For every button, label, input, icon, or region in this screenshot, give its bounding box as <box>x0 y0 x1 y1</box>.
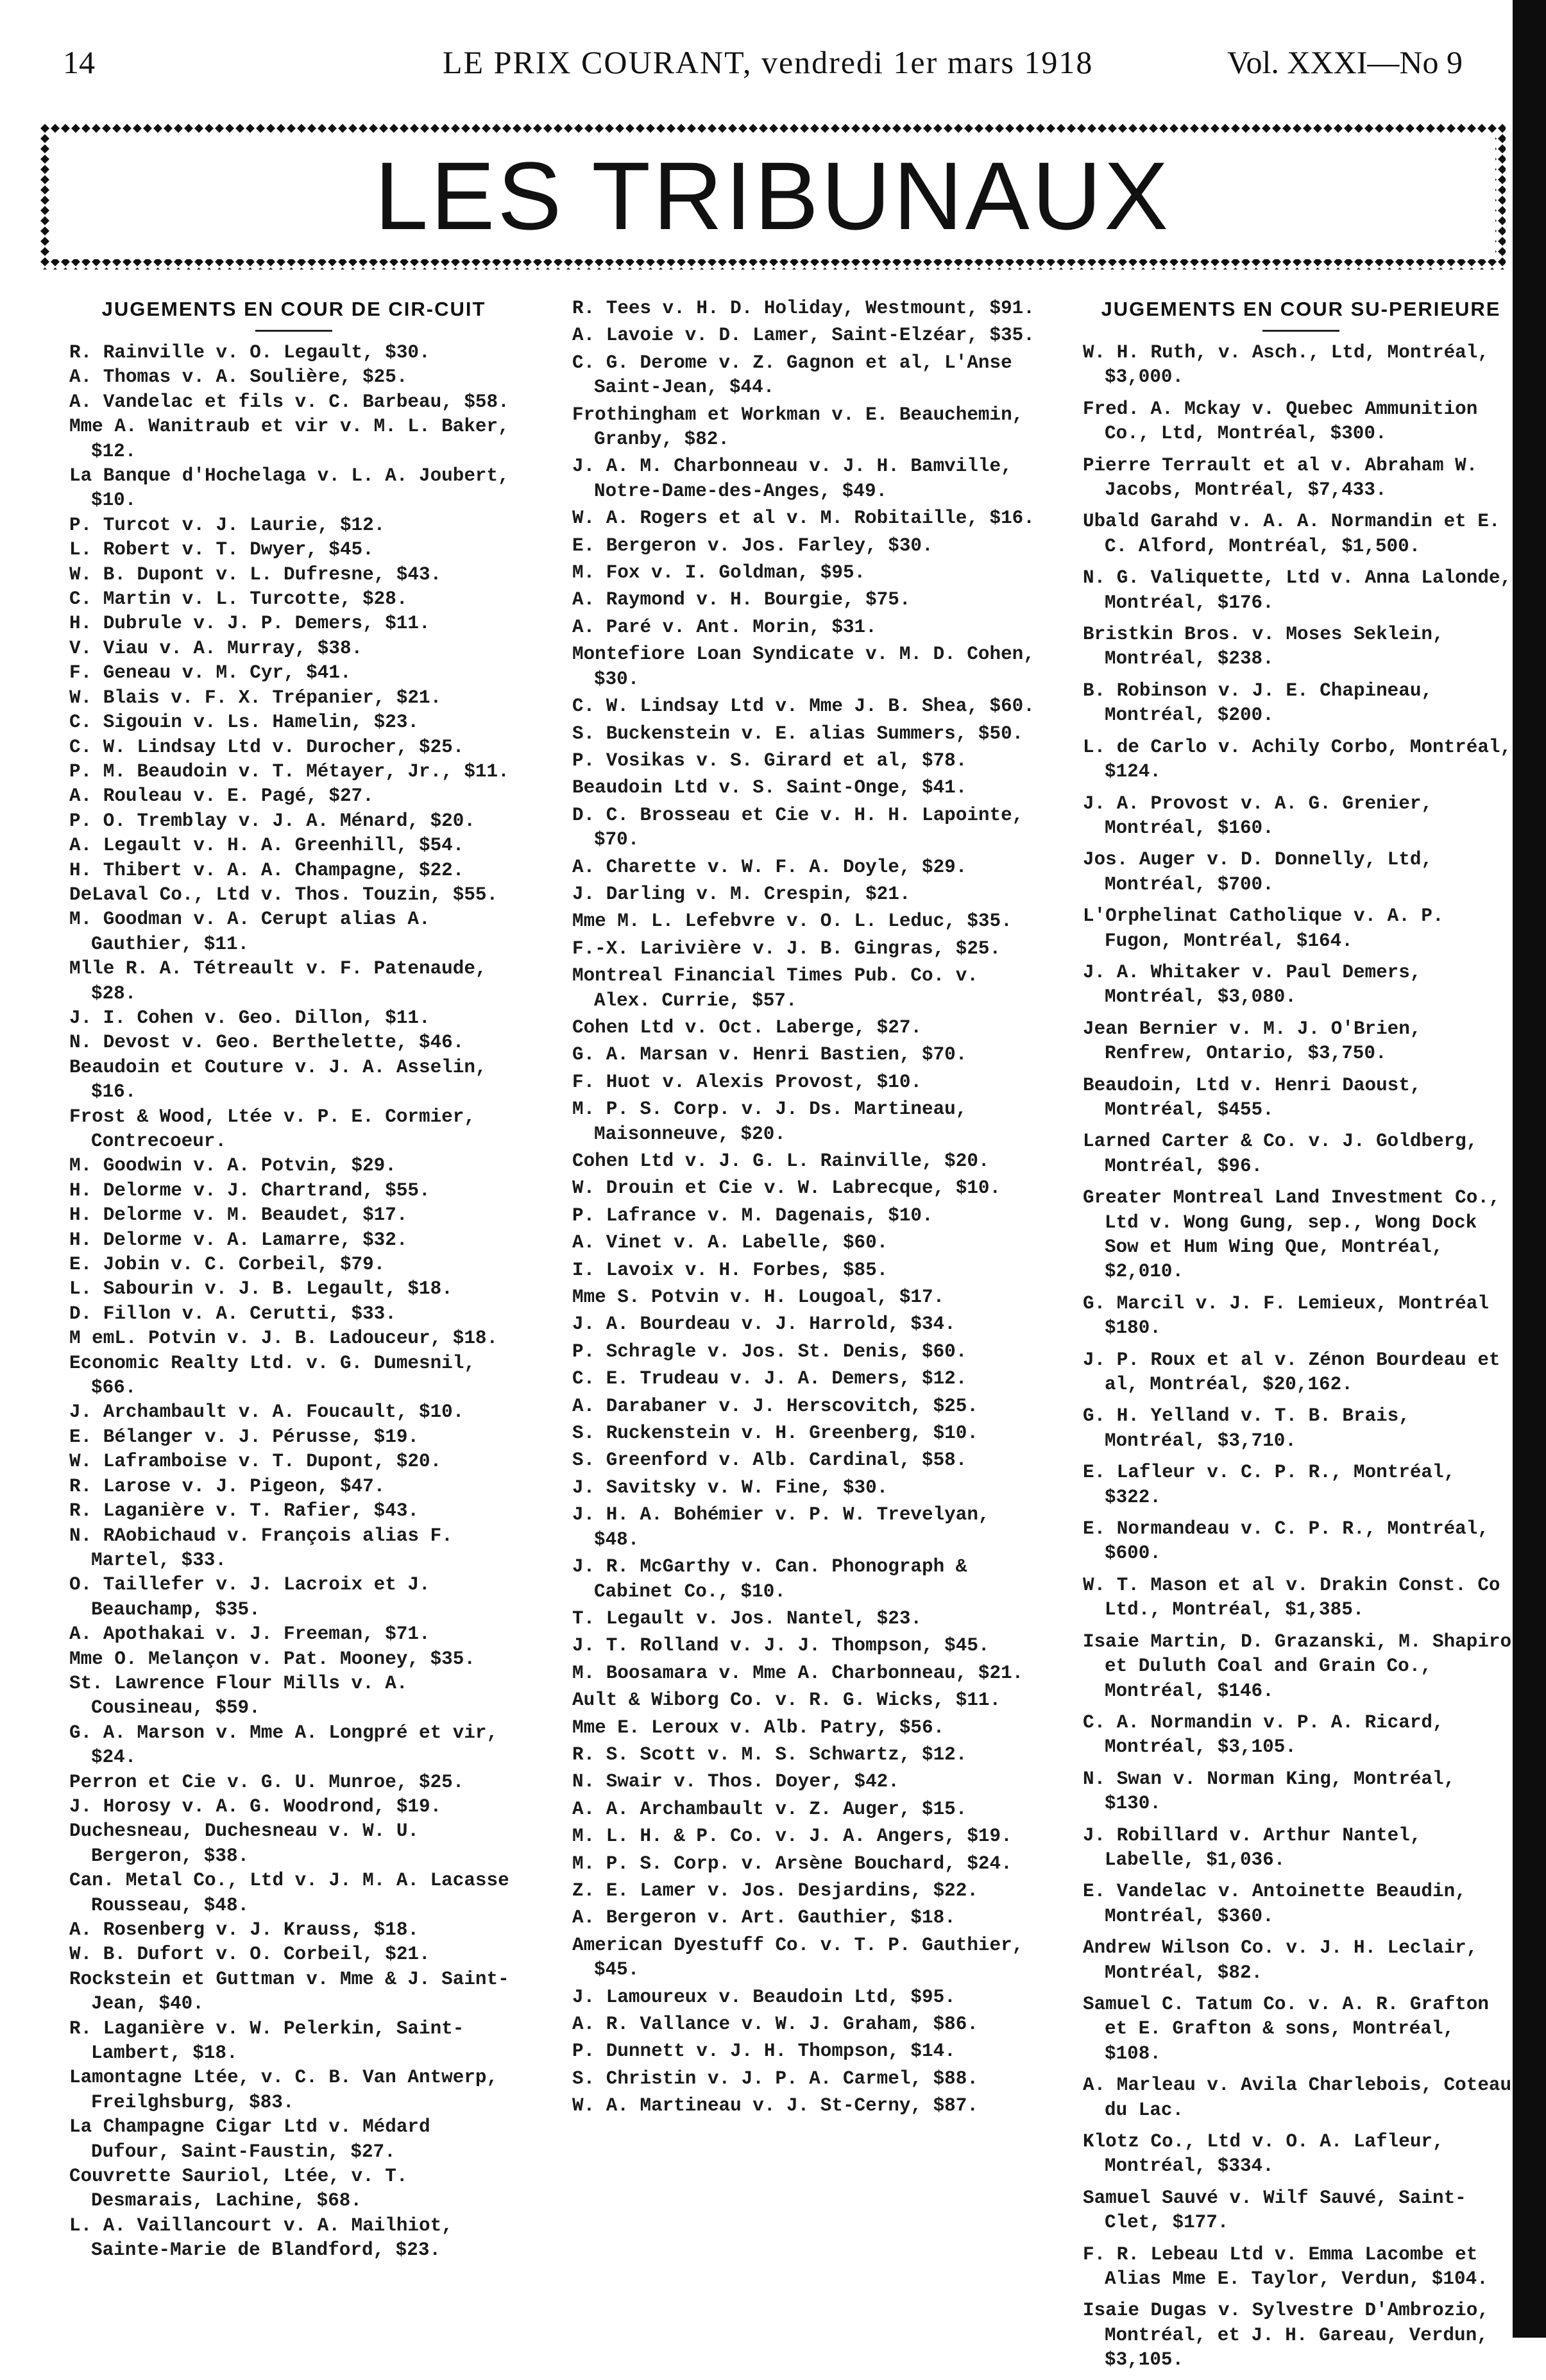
judgment-entry: P. Dunnett v. J. H. Thompson, $14. <box>572 2041 956 2062</box>
judgment-entry: Klotz Co., Ltd v. O. A. Lafleur, Montréal, $334. <box>1083 2131 1444 2177</box>
judgment-entry: A. Thomas v. A. Soulière, $25. <box>69 366 408 388</box>
judgment-entry: Isaie Martin, D. Grazanski, M. Shapiro et Duluth Coal and Grain Co., Montréal, $146. <box>1083 1631 1512 1702</box>
judgment-entry: I. Lavoix v. H. Forbes, $85. <box>572 1259 888 1281</box>
judgment-entry: B. Robinson v. J. E. Chapineau, Montréal, $200. <box>1083 680 1433 726</box>
judgment-entry: P. Vosikas v. S. Girard et al, $78. <box>572 749 967 771</box>
judgment-entry: A. Bergeron v. Art. Gauthier, $18. <box>572 1907 956 1929</box>
judgment-entry: J. I. Cohen v. Geo. Dillon, $11. <box>69 1007 430 1029</box>
judgment-entry: Andrew Wilson Co. v. J. H. Leclair, Montréal, $82. <box>1083 1937 1478 1983</box>
judgment-entry: Lamontagne Ltée, v. C. B. Van Antwerp, Freilghsburg, $83. <box>69 2067 498 2113</box>
judgment-entry: M. P. S. Corp. v. J. Ds. Martineau, Maisonneuve, $20. <box>572 1099 967 1145</box>
judgment-entry: F. Huot v. Alexis Provost, $10. <box>572 1071 922 1093</box>
judgment-entry: W. H. Ruth, v. Asch., Ltd, Montréal, $3,000. <box>1083 342 1489 388</box>
judgment-entry: J. R. McGarthy v. Can. Phonograph & Cabinet Co., $10. <box>572 1556 967 1602</box>
judgment-entry: C. Martin v. L. Turcotte, $28. <box>69 588 408 610</box>
judgment-entry: A. Marleau v. Avila Charlebois, Coteau du Lac. <box>1083 2075 1512 2121</box>
judgment-entry: P. M. Beaudoin v. T. Métayer, Jr., $11. <box>69 760 509 782</box>
judgment-entry: M. Goodwin v. A. Potvin, $29. <box>69 1155 396 1177</box>
judgment-entry: W. T. Mason et al v. Drakin Const. Co Ltd., Montréal, $1,385. <box>1083 1574 1500 1621</box>
judgment-entry: G. H. Yelland v. T. B. Brais, Montréal, $3,710. <box>1083 1405 1410 1451</box>
judgment-entry: R. Larose v. J. Pigeon, $47. <box>69 1475 386 1497</box>
superior-court-heading: JUGEMENTS EN COUR SU-PERIEURE <box>1101 298 1501 320</box>
judgment-entry: W. A. Martineau v. J. St-Cerny, $87. <box>572 2095 978 2117</box>
title-banner <box>40 123 1506 270</box>
judgment-entry: M. Boosamara v. Mme A. Charbonneau, $21. <box>572 1662 1024 1684</box>
judgment-entry: La Champagne Cigar Ltd v. Médard Dufour, Saint-Faustin, $27. <box>69 2116 430 2162</box>
judgment-entry: St. Lawrence Flour Mills v. A. Cousineau, $59. <box>69 1672 408 1719</box>
judgment-entry: Isaie Dugas v. Sylvestre D'Ambrozio, Montréal, et J. H. Gareau, Verdun, $3,105. <box>1083 2300 1489 2371</box>
judgment-entry: Samuel Sauvé v. Wilf Sauvé, Saint-Clet, $177. <box>1083 2187 1466 2234</box>
judgment-entry: H. Delorme v. J. Chartrand, $55. <box>69 1179 430 1201</box>
judgment-entry: Fred. A. Mckay v. Quebec Ammunition Co., Ltd, Montréal, $300. <box>1083 398 1478 445</box>
circuit-judgments-continued-list <box>572 296 1041 2119</box>
judgment-entry: Beaudoin, Ltd v. Henri Daoust, Montréal, $455. <box>1083 1074 1422 1120</box>
judgment-entry: American Dyestuff Co. v. T. P. Gauthier, $45. <box>572 1934 1024 1981</box>
judgment-entry: Jean Bernier v. M. J. O'Brien, Renfrew, Ontario, $3,750. <box>1083 1018 1422 1065</box>
judgment-entry: Can. Metal Co., Ltd v. J. M. A. Lacasse Rousseau, $48. <box>69 1870 509 1916</box>
judgment-entry: A. Darabaner v. J. Herscovitch, $25. <box>572 1395 978 1417</box>
judgment-entry: J. A. Provost v. A. G. Grenier, Montréal, $160. <box>1083 792 1433 839</box>
judgment-entry: F. R. Lebeau Ltd v. Emma Lacombe et Alias Mme E. Taylor, Verdun, $104. <box>1083 2243 1488 2290</box>
judgment-entry: H. Thibert v. A. A. Champagne, $22. <box>69 859 464 881</box>
judgment-entry: S. Buckenstein v. E. alias Summers, $50. <box>572 723 1024 744</box>
judgment-entry: T. Legault v. Jos. Nantel, $23. <box>572 1607 922 1629</box>
judgment-entry: H. Delorme v. A. Lamarre, $32. <box>69 1229 408 1251</box>
judgment-entry: C. W. Lindsay Ltd v. Mme J. B. Shea, $60. <box>572 696 1035 717</box>
judgment-entry: M. Fox v. I. Goldman, $95. <box>572 562 866 584</box>
judgment-entry: R. Laganière v. T. Rafier, $43. <box>69 1500 420 1522</box>
judgment-entry: W. Laframboise v. T. Dupont, $20. <box>69 1451 442 1473</box>
judgment-entry: Perron et Cie v. G. U. Munroe, $25. <box>69 1771 464 1793</box>
judgment-entry: L'Orphelinat Catholique v. A. P. Fugon, Montréal, $164. <box>1083 905 1444 952</box>
judgment-entry: E. Bergeron v. Jos. Farley, $30. <box>572 535 933 556</box>
judgment-entry: V. Viau v. A. Murray, $38. <box>69 637 363 659</box>
judgment-entry: P. Lafrance v. M. Dagenais, $10. <box>572 1204 933 1226</box>
judgment-entry: F. Geneau v. M. Cyr, $41. <box>69 662 352 684</box>
judgment-entry: Pierre Terrault et al v. Abraham W. Jacobs, Montréal, $7,433. <box>1083 454 1478 501</box>
judgment-entry: J. Lamoureux v. Beaudoin Ltd, $95. <box>572 1986 956 2008</box>
judgment-entry: W. A. Rogers et al v. M. Robitaille, $16. <box>572 508 1035 529</box>
judgment-entry: N. RAobichaud v. François alias F. Martel, $33. <box>69 1525 453 1571</box>
judgment-entry: J. Darling v. M. Crespin, $21. <box>572 883 911 905</box>
judgment-entry: Mme A. Wanitraub et vir v. M. L. Baker, $12. <box>69 416 509 462</box>
judgment-entry: Mme O. Melançon v. Pat. Mooney, $35. <box>69 1648 475 1670</box>
judgment-entry: E. Vandelac v. Antoinette Beaudin, Montréal, $360. <box>1083 1881 1466 1927</box>
judgment-entry: E. Lafleur v. C. P. R., Montréal, $322. <box>1083 1462 1456 1508</box>
judgment-entry: A. Paré v. Ant. Morin, $31. <box>572 616 877 638</box>
judgment-entry: A. R. Vallance v. W. J. Graham, $86. <box>572 2014 978 2035</box>
judgment-entry: E. Normandeau v. C. P. R., Montréal, $600. <box>1083 1518 1489 1564</box>
judgment-entry: A. Lavoie v. D. Lamer, Saint-Elzéar, $35. <box>572 325 1035 347</box>
judgment-entry: J. H. A. Bohémier v. P. W. Trevelyan, $48. <box>572 1504 990 1550</box>
volume-number: Vol. XXXI—No 9 <box>1227 44 1463 80</box>
judgment-entry: M. P. S. Corp. v. Arsène Bouchard, $24. <box>572 1853 1012 1874</box>
publication-line: LE PRIX COURANT, vendredi 1er mars 1918 <box>443 44 1094 80</box>
judgment-entry: J. Robillard v. Arthur Nantel, Labelle, $1,036. <box>1083 1824 1422 1871</box>
judgment-entry: Economic Realty Ltd. v. G. Dumesnil, $66. <box>69 1352 475 1399</box>
judgment-entry: A. Rouleau v. E. Pagé, $27. <box>69 785 374 807</box>
circuit-judgments-list <box>69 341 518 2263</box>
judgment-entry: A. Vandelac et fils v. C. Barbeau, $58. <box>69 391 509 413</box>
judgment-entry: N. Swair v. Thos. Doyer, $42. <box>572 1771 899 1793</box>
judgment-entry: S. Greenford v. Alb. Cardinal, $58. <box>572 1450 967 1471</box>
judgment-entry: L. A. Vaillancourt v. A. Mailhiot, Sainte-Marie de Blandford, $23. <box>69 2214 453 2261</box>
judgment-entry: J. P. Roux et al v. Zénon Bourdeau et al, Montréal, $20,162. <box>1083 1349 1500 1396</box>
judgment-entry: D. C. Brosseau et Cie v. H. H. Lapointe, $70. <box>572 804 1024 851</box>
judgment-entry: M emL. Potvin v. J. B. Ladouceur, $18. <box>69 1328 498 1349</box>
judgment-entry: Samuel C. Tatum Co. v. A. R. Grafton et E. Grafton & sons, Montréal, $108. <box>1083 1993 1489 2064</box>
judgment-entry: Bristkin Bros. v. Moses Seklein, Montréal, $238. <box>1083 624 1444 670</box>
judgment-entry: Montefiore Loan Syndicate v. M. D. Cohen, $30. <box>572 644 1035 690</box>
judgment-entry: Mme M. L. Lefebvre v. O. L. Leduc, $35. <box>572 911 1012 932</box>
judgment-entry: F.-X. Larivière v. J. B. Gingras, $25. <box>572 937 1001 959</box>
superior-judgments-list <box>1083 341 1519 2373</box>
heading-rule <box>1262 330 1339 332</box>
judgment-entry: C. A. Normandin v. P. A. Ricard, Montréal, $3,105. <box>1083 1711 1444 1758</box>
judgment-entry: Mme E. Leroux v. Alb. Patry, $56. <box>572 1717 945 1738</box>
middle-column <box>572 296 1041 2121</box>
judgment-entry: N. G. Valiquette, Ltd v. Anna Lalonde, Montréal, $176. <box>1083 567 1512 613</box>
judgment-entry: Couvrette Sauriol, Ltée, v. T. Desmarais, Lachine, $68. <box>69 2166 408 2212</box>
judgment-entry: O. Taillefer v. J. Lacroix et J. Beauchamp, $35. <box>69 1574 430 1620</box>
judgment-entry: A. Apothakai v. J. Freeman, $71. <box>69 1623 430 1645</box>
judgment-entry: C. E. Trudeau v. J. A. Demers, $12. <box>572 1368 967 1390</box>
judgment-entry: J. T. Rolland v. J. J. Thompson, $45. <box>572 1635 990 1657</box>
judgment-entry: N. Devost v. Geo. Berthelette, $46. <box>69 1032 464 1054</box>
judgment-entry: Mlle R. A. Tétreault v. F. Patenaude, $28. <box>69 958 487 1004</box>
judgment-entry: L. de Carlo v. Achily Corbo, Montréal, $124. <box>1083 736 1512 783</box>
judgment-entry: A. A. Archambault v. Z. Auger, $15. <box>572 1798 967 1820</box>
judgment-entry: Rockstein et Guttman v. Mme & J. Saint-Jean, $40. <box>69 1968 509 2015</box>
judgment-entry: W. B. Dufort v. O. Corbeil, $21. <box>69 1944 430 1965</box>
right-column <box>1083 296 1519 2380</box>
judgment-entry: L. Robert v. T. Dwyer, $45. <box>69 539 374 561</box>
judgment-entry: P. Schragle v. Jos. St. Denis, $60. <box>572 1340 967 1362</box>
left-column <box>69 296 518 2263</box>
heading-rule <box>255 330 332 332</box>
judgment-entry: Ubald Garahd v. A. A. Normandin et E. C. Alford, Montréal, $1,500. <box>1083 511 1500 557</box>
judgment-entry: P. Turcot v. J. Laurie, $12. <box>69 514 386 536</box>
page-title: LES TRIBUNAUX <box>374 142 1171 250</box>
judgment-entry: A. Rosenberg v. J. Krauss, $18. <box>69 1919 420 1940</box>
judgment-entry: G. Marcil v. J. F. Lemieux, Montréal $180. <box>1083 1292 1489 1339</box>
judgment-entry: P. O. Tremblay v. J. A. Ménard, $20. <box>69 810 475 832</box>
judgment-entry: A. Vinet v. A. Labelle, $60. <box>572 1232 888 1254</box>
judgment-entry: M. L. H. & P. Co. v. J. A. Angers, $19. <box>572 1826 1012 1847</box>
judgment-entry: M. Goodman v. A. Cerupt alias A. Gauthier, $11. <box>69 909 430 955</box>
circuit-court-heading: JUGEMENTS EN COUR DE CIR-CUIT <box>101 298 486 320</box>
judgment-entry: A. Legault v. H. A. Greenhill, $54. <box>69 835 464 857</box>
judgment-entry: H. Dubrule v. J. P. Demers, $11. <box>69 613 430 635</box>
judgment-entry: Frost & Wood, Ltée v. P. E. Cormier, Contrecoeur. <box>69 1106 475 1152</box>
judgment-entry: L. Sabourin v. J. B. Legault, $18. <box>69 1278 453 1300</box>
judgment-entry: E. Bélanger v. J. Pérusse, $19. <box>69 1426 420 1448</box>
judgment-entry: Z. E. Lamer v. Jos. Desjardins, $22. <box>572 1879 978 1901</box>
judgment-entry: Beaudoin et Couture v. J. A. Asselin, $16. <box>69 1056 487 1103</box>
judgment-entry: C. G. Derome v. Z. Gagnon et al, L'Anse Saint-Jean, $44. <box>572 352 1012 398</box>
judgment-entry: A. Charette v. W. F. A. Doyle, $29. <box>572 856 967 878</box>
judgment-entry: Beaudoin Ltd v. S. Saint-Onge, $41. <box>572 777 967 799</box>
judgment-entry: Jos. Auger v. D. Donnelly, Ltd, Montréal, $700. <box>1083 849 1433 895</box>
judgment-entry: Mme S. Potvin v. H. Lougoal, $17. <box>572 1287 945 1308</box>
judgment-entry: J. Horosy v. A. G. Woodrond, $19. <box>69 1795 442 1817</box>
judgment-entry: DeLaval Co., Ltd v. Thos. Touzin, $55. <box>69 884 498 905</box>
judgment-entry: Montreal Financial Times Pub. Co. v. Alex. Currie, $57. <box>572 965 978 1011</box>
judgment-entry: W. Blais v. F. X. Trépanier, $21. <box>69 687 442 708</box>
judgment-entry: D. Fillon v. A. Cerutti, $33. <box>69 1303 396 1324</box>
judgment-entry: H. Delorme v. M. Beaudet, $17. <box>69 1204 408 1226</box>
judgment-entry: W. Drouin et Cie v. W. Labrecque, $10. <box>572 1177 1001 1199</box>
judgment-entry: Ault & Wiborg Co. v. R. G. Wicks, $11. <box>572 1690 1001 1711</box>
judgment-entry: S. Christin v. J. P. A. Carmel, $88. <box>572 2068 978 2089</box>
judgment-entry: C. Sigouin v. Ls. Hamelin, $23. <box>69 712 420 733</box>
judgment-entry: R. Laganière v. W. Pelerkin, Saint-Lambert, $18. <box>69 2017 464 2064</box>
page-number: 14 <box>63 44 95 80</box>
judgment-entry: La Banque d'Hochelaga v. L. A. Joubert, $10. <box>69 465 509 511</box>
page-header <box>38 44 1475 95</box>
judgment-entry: J. A. Bourdeau v. J. Harrold, $34. <box>572 1314 956 1335</box>
judgment-entry: Cohen Ltd v. Oct. Laberge, $27. <box>572 1016 922 1038</box>
judgment-entry: Greater Montreal Land Investment Co., Ltd v. Wong Gung, sep., Wong Dock Sow et Hum Wing Que, Montréal, $2,010. <box>1083 1187 1500 1283</box>
judgment-entry: Larned Carter & Co. v. J. Goldberg, Montréal, $96. <box>1083 1131 1478 1177</box>
judgment-entry: Frothingham et Workman v. E. Beauchemin, Granby, $82. <box>572 404 1024 450</box>
judgment-entry: W. B. Dupont v. L. Dufresne, $43. <box>69 563 442 585</box>
judgment-entry: N. Swan v. Norman King, Montréal, $130. <box>1083 1768 1456 1815</box>
judgment-entry: R. Rainville v. O. Legault, $30. <box>69 342 430 363</box>
judgment-entry: C. W. Lindsay Ltd v. Durocher, $25. <box>69 736 464 758</box>
judgment-entry: J. A. M. Charbonneau v. J. H. Bamville, Notre-Dame-des-Anges, $49. <box>572 456 1012 502</box>
judgment-entry: J. Savitsky v. W. Fine, $30. <box>572 1477 888 1498</box>
judgment-entry: J. A. Whitaker v. Paul Demers, Montréal, $3,080. <box>1083 961 1422 1008</box>
judgment-entry: E. Jobin v. C. Corbeil, $79. <box>69 1254 386 1276</box>
judgment-entry: G. A. Marsan v. Henri Bastien, $70. <box>572 1044 967 1066</box>
judgment-entry: J. Archambault v. A. Foucault, $10. <box>69 1401 464 1423</box>
judgment-entry: G. A. Marson v. Mme A. Longpré et vir, $24. <box>69 1722 498 1768</box>
judgment-entry: A. Raymond v. H. Bourgie, $75. <box>572 589 911 611</box>
judgment-entry: Duchesneau, Duchesneau v. W. U. Bergeron, $38. <box>69 1820 420 1867</box>
judgment-entry: Cohen Ltd v. J. G. L. Rainville, $20. <box>572 1151 990 1172</box>
judgment-entry: S. Ruckenstein v. H. Greenberg, $10. <box>572 1423 978 1444</box>
judgment-entry: R. Tees v. H. D. Holiday, Westmount, $91. <box>572 298 1035 319</box>
judgment-entry: R. S. Scott v. M. S. Schwartz, $12. <box>572 1743 967 1765</box>
